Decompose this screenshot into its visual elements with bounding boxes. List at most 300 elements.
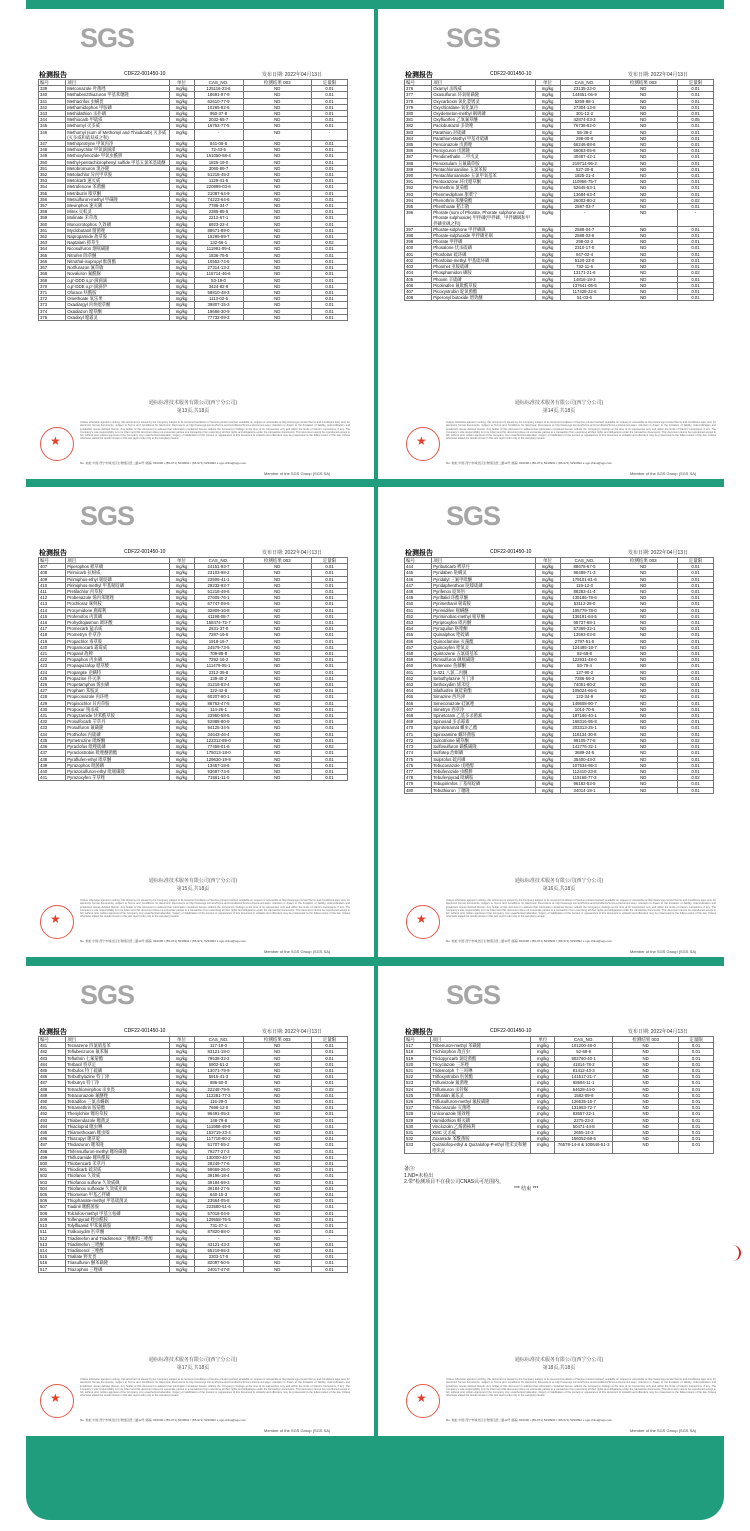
unit: mg/kg	[535, 762, 560, 768]
analyte-name: Zoxamide 苯酰菌胺	[431, 1136, 531, 1142]
unit: mg/kg	[535, 682, 560, 688]
quantitation-limit: 0.01	[312, 296, 348, 302]
unit: mg/kg	[531, 1061, 555, 1067]
analyte-name: Propiconazole 丙环唑	[66, 694, 169, 700]
analyte-name: Tefluthrin 七氟菊酯	[66, 1055, 169, 1061]
result: ND	[243, 1198, 312, 1204]
result: ND	[243, 1179, 312, 1185]
analyte-name: Pyrimethanil 嘧霉胺	[432, 601, 535, 607]
row-number: 482	[39, 1049, 66, 1055]
analyte-name: Thiofanox 久效威	[66, 1173, 169, 1179]
analyte-name: Paclobutrazol 多效唑	[432, 123, 535, 129]
quantitation-limit: 0.01	[678, 601, 714, 607]
result: ND	[243, 271, 312, 277]
row-number: 520	[405, 1061, 431, 1067]
row-number: 470	[405, 725, 432, 731]
quantitation-limit: 0.01	[312, 1185, 348, 1191]
quantitation-limit: 0.01	[679, 1074, 714, 1080]
unit: mg/kg	[169, 762, 194, 768]
row-number: 360	[39, 221, 66, 227]
quantitation-limit: 0.01	[312, 1154, 348, 1160]
cas-number: 112281-77-3	[194, 1092, 243, 1098]
quantitation-limit: 0.01	[312, 750, 348, 756]
unit: mg/kg	[535, 725, 560, 731]
analyte-name: Quintozene 五氯硝基苯	[432, 651, 535, 657]
result: ND	[243, 756, 312, 762]
result: ND	[243, 1074, 312, 1080]
row-number: 429	[39, 700, 66, 706]
cas-number: 148-79-8	[194, 1117, 243, 1123]
unit: mg/kg	[535, 626, 560, 632]
result: ND	[612, 1043, 678, 1049]
report-number: CDF22-001450-10	[124, 71, 166, 77]
row-number: 420	[39, 644, 66, 650]
quantitation-limit: 0.01	[678, 663, 714, 669]
quantitation-limit: 0.01	[678, 191, 714, 197]
cas-number: 2212-67-1	[194, 215, 243, 221]
cas-number: 950-37-8	[194, 111, 243, 117]
cas-number: 76738-62-0	[560, 123, 609, 129]
unit: mg/kg	[535, 210, 560, 227]
row-number: 364	[39, 246, 66, 252]
quantitation-limit: 0.01	[312, 302, 348, 308]
cas-number: 24017-47-8	[194, 1266, 243, 1272]
unit: mg/kg	[169, 252, 194, 258]
cas-number: 7286-69-3	[560, 675, 609, 681]
unit: mg/kg	[535, 570, 560, 576]
row-number: 366	[39, 258, 66, 264]
cas-number: 527-20-8	[560, 166, 609, 172]
quantitation-limit: 0.01	[678, 251, 714, 257]
unit: mg/kg	[535, 688, 560, 694]
quantitation-limit: 0.01	[312, 675, 348, 681]
unit: mg/kg	[535, 185, 560, 191]
report-title: 检测报告	[405, 1029, 433, 1036]
analyte-name: Thiazopyr 噻草啶	[66, 1136, 169, 1142]
row-number: 363	[39, 240, 66, 246]
result: ND	[609, 632, 678, 638]
result: ND	[609, 638, 678, 644]
analyte-name: Propachlor 毒草胺	[66, 638, 169, 644]
analyte-name: Pyriftalid 环酯草醚	[432, 595, 535, 601]
result: ND	[243, 302, 312, 308]
table-row	[39, 775, 348, 781]
result: ND	[609, 191, 678, 197]
analyte-name: Metconazole 叶菌唑	[66, 86, 169, 92]
quantitation-limit: 0.01	[678, 713, 714, 719]
sgs-logo: SGS	[446, 23, 501, 53]
unit: mg/kg	[535, 239, 560, 245]
result: ND	[243, 1117, 312, 1123]
analyte-name: Oxadiargyl 丙炔噁草酮	[66, 302, 169, 308]
company-address: No. 地址 中国·西宁市城北区生物园区经二路12号 邮编: 810000 t (86-971) 5230991 f (86-971) 5230992 e sgs.china@sgs.com	[80, 1418, 247, 1422]
cas-number: 7786-34-7	[194, 203, 243, 209]
analyte-name: Propaphos 丙虫磷	[66, 657, 169, 663]
report-number: CDF22-001450-10	[124, 549, 166, 555]
analyte-name: Uniconazole 烯效唑	[431, 1111, 531, 1117]
cas-number: 10265-92-6	[194, 104, 243, 110]
unit: mg/kg	[535, 264, 560, 270]
table-row	[405, 787, 714, 793]
result: ND	[612, 1142, 678, 1153]
row-number: 444	[405, 564, 432, 570]
cas-number: 74051-80-2	[560, 682, 609, 688]
column-header: 检测结果 003	[243, 1037, 312, 1043]
column-header: 项目	[66, 80, 169, 86]
report-page-6	[378, 966, 740, 1436]
result: ND	[243, 215, 312, 221]
cas-number: 52888-80-9	[194, 719, 243, 725]
result: ND	[609, 762, 678, 768]
quantitation-limit: 0.01	[312, 570, 348, 576]
cas-number: 27314-13-2	[194, 265, 243, 271]
column-header: 检测结果 003	[609, 80, 678, 86]
analyte-name: Pendimethalin 二甲戊灵	[432, 154, 535, 160]
unit: mg/kg	[169, 289, 194, 295]
cas-number: 2631-37-0	[194, 626, 243, 632]
quantitation-limit: 0.01	[312, 117, 348, 123]
quantitation-limit: 0.02	[678, 737, 714, 743]
cas-number: 111991-09-4	[194, 246, 243, 252]
results-table	[404, 1036, 714, 1154]
quantitation-limit: 0.01	[678, 725, 714, 731]
cas-number: 51218-49-6	[194, 589, 243, 595]
result: ND	[609, 166, 678, 172]
quantitation-limit: 0.01	[678, 768, 714, 774]
row-number: 425	[39, 675, 66, 681]
row-number: 434	[39, 731, 66, 737]
quantitation-limit: 0.01	[679, 1130, 714, 1136]
row-number: 479	[405, 781, 432, 787]
cas-number: 175013-18-0	[194, 750, 243, 756]
result: ND	[609, 682, 678, 688]
unit: mg/kg	[535, 638, 560, 644]
cas-number: 119168-77-3	[560, 775, 609, 781]
unit: mg/kg	[169, 178, 194, 184]
unit: mg/kg	[535, 295, 560, 301]
row-number: 408	[39, 570, 66, 576]
analyte-name: Triflusulfuron-methyl 氟胺磺隆	[431, 1099, 531, 1105]
unit: mg/kg	[169, 756, 194, 762]
cas-number: 23564-05-8	[194, 1198, 243, 1204]
row-number: 346	[39, 129, 66, 140]
quantitation-limit: 0.01	[312, 1055, 348, 1061]
unit: mg/kg	[169, 1204, 194, 1210]
unit: mg/kg	[535, 148, 560, 154]
quantitation-limit: 0.01	[678, 173, 714, 179]
row-number: 427	[39, 688, 66, 694]
result: ND	[243, 719, 312, 725]
result: ND	[243, 1235, 312, 1241]
cas-number: 732-11-6	[560, 264, 609, 270]
cas-number: 23103-98-2	[194, 570, 243, 576]
row-number: 340	[39, 92, 66, 98]
row-number: 486	[39, 1074, 66, 1080]
result: ND	[609, 626, 678, 632]
analyte-name: Pyriproxyfen 吡丙醚	[432, 620, 535, 626]
result: ND	[609, 117, 678, 123]
analyte-name: Propisochlor 异丙草胺	[66, 700, 169, 706]
analyte-name: Metolachlor 异丙甲草胺	[66, 172, 169, 178]
result: ND	[609, 233, 678, 239]
row-number: 526	[405, 1099, 431, 1105]
cas-number: 731-27-1	[194, 1223, 243, 1229]
row-number: 463	[405, 682, 432, 688]
analyte-name: Quinoxyfen 喹氧灵	[432, 644, 535, 650]
quantitation-limit: 0.01	[678, 675, 714, 681]
unit: mg/kg	[535, 781, 560, 787]
row-number: 406	[405, 282, 432, 288]
report-page-4	[378, 487, 740, 957]
analyte-name: Thiamethoxam 噻虫嗪	[66, 1130, 169, 1136]
unit: mg/kg	[535, 620, 560, 626]
row-number: 517	[405, 1043, 431, 1049]
quantitation-limit: 0.01	[678, 620, 714, 626]
row-number: 504	[39, 1185, 66, 1191]
cas-number: 2303-17-5	[194, 1254, 243, 1260]
result: ND	[609, 135, 678, 141]
column-header: 单位	[535, 80, 560, 86]
unit: mg/kg	[535, 160, 560, 166]
quantitation-limit: 0.01	[678, 706, 714, 712]
quantitation-limit: 0.01	[312, 1130, 348, 1136]
cas-number: 76578-14-8 & 100646-51-3	[555, 1142, 612, 1153]
result: ND	[609, 620, 678, 626]
cas-number: 168316-95-8	[560, 719, 609, 725]
company-address: No. 地址 中国·西宁市城北区生物园区经二路12号 邮编: 810000 t (86-971) 5230991 f (86-971) 5230992 e sgs.china@sgs.com	[80, 461, 247, 465]
unit: mg/kg	[535, 288, 560, 294]
analyte-name: Thifluzamide 噻呋酰胺	[66, 1154, 169, 1160]
result: ND	[609, 86, 678, 92]
quantitation-limit: 0.01	[312, 1161, 348, 1167]
result: ND	[243, 184, 312, 190]
row-number: 464	[405, 688, 432, 694]
column-header: 定量限	[679, 1037, 714, 1043]
cas-number: 137641-05-5	[560, 282, 609, 288]
unit: mg/kg	[535, 601, 560, 607]
unit: mg/kg	[169, 694, 194, 700]
cas-number: 3424-82-6	[194, 283, 243, 289]
company-name: 通标标准技术服务有限公司(西宁分公司)	[514, 878, 604, 884]
result: ND	[609, 226, 678, 232]
analyte-name: Phorate-sulphone 甲拌磷砜	[432, 226, 535, 232]
row-number: 522	[405, 1074, 431, 1080]
row-number: 433	[39, 725, 66, 731]
cas-number: 139-40-2	[194, 675, 243, 681]
unit: mg/kg	[169, 172, 194, 178]
row-number: 496	[39, 1136, 66, 1142]
company-name: 通标标准技术服务有限公司(西宁分公司)	[148, 400, 238, 406]
unit: mg/kg	[535, 204, 560, 210]
row-number: 352	[39, 172, 66, 178]
result: ND	[609, 276, 678, 282]
quantitation-limit: 0.01	[312, 1167, 348, 1173]
legal-disclaimer: Unless otherwise agreed in writing, this document is issued by the Company subject to its General Conditions of Service printed overleaf, available on request or accessible at http://www.sgs.com/en/Terms-and-Conditions.aspx and, for electronic format documents, subject to Terms and Conditions for Electronic Documents at http://www.sgs.com/en/Terms-and-Conditions/Terms-e-Document.aspx. Attention is drawn to the limitation of liability, indemnification and jurisdiction issues defined therein. Any holder of this document is advised that information contained hereon reflects the Company's findings at the time of its intervention only and within the limits of Client's instructions, if any. The Company's sole responsibility is to its Client and this document does not exonerate parties to a transaction from exercising all their rights and obligations under the transaction documents. This document cannot be reproduced except in full, without prior written approval of the Company. Any unauthorized alteration, forgery or falsification of the content or appearance of this document is unlawful and offenders may be prosecuted to the fullest extent of the law. Unless otherwise stated the results shown in this test report refer only to the sample(s) tested.	[446, 421, 716, 441]
quantitation-limit: 0.01	[678, 166, 714, 172]
quantitation-limit: 0.01	[678, 576, 714, 582]
cas-number: 39807-15-3	[194, 302, 243, 308]
row-number: 440	[39, 768, 66, 774]
cas-number: 298-02-2	[560, 239, 609, 245]
row-number: 426	[39, 682, 66, 688]
quantitation-limit: 0.01	[312, 756, 348, 762]
cas-number: 1825-19-0	[194, 159, 243, 165]
result: ND	[609, 288, 678, 294]
quantitation-limit: 0.01	[679, 1111, 714, 1117]
row-number: 447	[405, 582, 432, 588]
unit: mg/kg	[169, 1216, 194, 1222]
unit: mg/kg	[531, 1049, 555, 1055]
unit: mg/kg	[531, 1136, 555, 1142]
analyte-name: Oxamyl 杀线威	[432, 86, 535, 92]
quantitation-limit: 0.01	[312, 252, 348, 258]
row-number: 532	[405, 1136, 431, 1142]
quantitation-limit: 0.01	[312, 172, 348, 178]
analyte-name: Metsulfuron-methyl 甲磺隆	[66, 196, 169, 202]
row-number: 423	[39, 663, 66, 669]
result: ND	[243, 626, 312, 632]
result: ND	[243, 762, 312, 768]
cas-number: 2797-51-5	[560, 638, 609, 644]
unit: mg/kg	[535, 750, 560, 756]
cas-number: 1836-75-5	[194, 252, 243, 258]
column-header: 单位	[169, 1037, 194, 1043]
analyte-name: Oxadiazon 噁草酮	[66, 308, 169, 314]
quantitation-limit: 0.01	[312, 725, 348, 731]
analyte-name: Pirimiphos-methyl 甲基嘧啶磷	[66, 582, 169, 588]
quantitation-limit: 0.01	[678, 257, 714, 263]
analyte-name: Pyrimidifen 嘧螨醚	[432, 607, 535, 613]
result: ND	[243, 1167, 312, 1173]
cas-number: 82-68-8	[560, 651, 609, 657]
cas-number: 7292-16-2	[194, 657, 243, 663]
row-number: 446	[405, 576, 432, 582]
unit: mg/kg	[169, 719, 194, 725]
row-number: 415	[39, 613, 66, 619]
row-number: 517	[39, 1266, 66, 1272]
analyte-name: o,p'-DDE o,p'-滴滴伊	[66, 283, 169, 289]
analyte-name: Thiometon 甲基乙拌磷	[66, 1192, 169, 1198]
table-row	[39, 1266, 348, 1272]
cas-number: 1113-02-6	[194, 296, 243, 302]
analyte-name: Prochloraz 咪鲜胺	[66, 601, 169, 607]
result: ND	[243, 92, 312, 98]
result: ND	[243, 564, 312, 570]
row-number: 380	[405, 111, 432, 117]
quantitation-limit: 0.01	[678, 781, 714, 787]
result: ND	[243, 700, 312, 706]
quantitation-limit: 0.01	[312, 1210, 348, 1216]
unit: mg/kg	[535, 675, 560, 681]
column-header: CAS_NO.	[560, 558, 609, 564]
result: ND	[243, 775, 312, 781]
row-number: 454	[405, 626, 432, 632]
column-header: 单位	[531, 1037, 555, 1043]
quantitation-limit: 0.01	[312, 1043, 348, 1049]
row-number: 508	[39, 1210, 66, 1216]
analyte-name: Methabenzthiazuron 甲基苯噻隆	[66, 92, 169, 98]
quantitation-limit: 0.01	[312, 1074, 348, 1080]
cas-number: 23135-22-0	[560, 86, 609, 92]
analyte-name: Molinate 禾草敌	[66, 215, 169, 221]
unit: mg/kg	[531, 1142, 555, 1153]
result: ND	[243, 1092, 312, 1098]
cas-number: 149508-90-7	[560, 700, 609, 706]
cas-number: 1014-70-6	[560, 706, 609, 712]
result: ND	[243, 1055, 312, 1061]
analyte-name: Trifluralin 氟乐灵	[431, 1092, 531, 1098]
cas-number: 57018-04-9	[194, 1210, 243, 1216]
result: ND	[609, 245, 678, 251]
cas-number: 77732-09-3	[194, 314, 243, 320]
results-table	[404, 79, 714, 301]
result: ND	[609, 154, 678, 160]
analyte-name: Tebuconazole 戊唑醇	[432, 762, 535, 768]
row-number: 512	[39, 1235, 66, 1241]
result: ND	[243, 1216, 312, 1222]
analyte-name: Metolcarb 速灭威	[66, 178, 169, 184]
row-number: 528	[405, 1111, 431, 1117]
unit: mg/kg	[169, 775, 194, 781]
unit: mg/kg	[535, 226, 560, 232]
cas-number: 39196-18-4	[194, 1173, 243, 1179]
result: ND	[612, 1105, 678, 1111]
analyte-name: Parathion-Methyl 甲基对硫磷	[432, 135, 535, 141]
quantitation-limit: 0.01	[312, 314, 348, 320]
quantitation-limit: 0.01	[312, 657, 348, 663]
result: ND	[609, 564, 678, 570]
result: ND	[243, 1136, 312, 1142]
quantitation-limit: 0.01	[678, 142, 714, 148]
page-number: 第13页,共18页	[176, 408, 210, 414]
analyte-name: Methomyl 灭多威	[66, 123, 169, 129]
result: ND	[609, 92, 678, 98]
unit: mg/kg	[169, 582, 194, 588]
quantitation-limit: 0.01	[678, 787, 714, 793]
cas-number: 135186-78-6	[560, 595, 609, 601]
cas-number: 2310-17-0	[560, 245, 609, 251]
unit: mg/kg	[169, 595, 194, 601]
cas-number: 298-00-0	[560, 135, 609, 141]
cas-number: 62610-77-9	[194, 98, 243, 104]
quantitation-limit: 0.01	[678, 632, 714, 638]
column-header: 项目	[432, 80, 535, 86]
quantitation-limit: -	[312, 1235, 348, 1241]
cas-number: 83121-18-0	[194, 1049, 243, 1055]
quantitation-limit: 0.01	[678, 276, 714, 282]
result: ND	[609, 270, 678, 276]
cas-number: 53-19-0	[194, 277, 243, 283]
quantitation-limit: 0.01	[679, 1049, 714, 1055]
unit: mg/kg	[531, 1086, 555, 1092]
unit: mg/kg	[169, 1092, 194, 1098]
result: ND	[243, 159, 312, 165]
unit: mg/kg	[169, 1068, 194, 1074]
row-number: 441	[39, 775, 66, 781]
cas-number: 22248-79-9	[194, 1086, 243, 1092]
row-number: 445	[405, 570, 432, 576]
analyte-name: Tolfenpyrad 唑虫酰胺	[66, 1216, 169, 1222]
analyte-name: Nitrofen 除草醚	[66, 252, 169, 258]
quantitation-limit: 0.01	[312, 576, 348, 582]
row-number: 381	[405, 117, 432, 123]
row-number: 412	[39, 595, 66, 601]
unit: mg/kg	[169, 258, 194, 264]
quantitation-limit: 0.01	[678, 282, 714, 288]
unit: mg/kg	[169, 302, 194, 308]
quantitation-limit: 0.01	[312, 147, 348, 153]
analyte-name: Quinoclamine 灭藻醌	[432, 638, 535, 644]
